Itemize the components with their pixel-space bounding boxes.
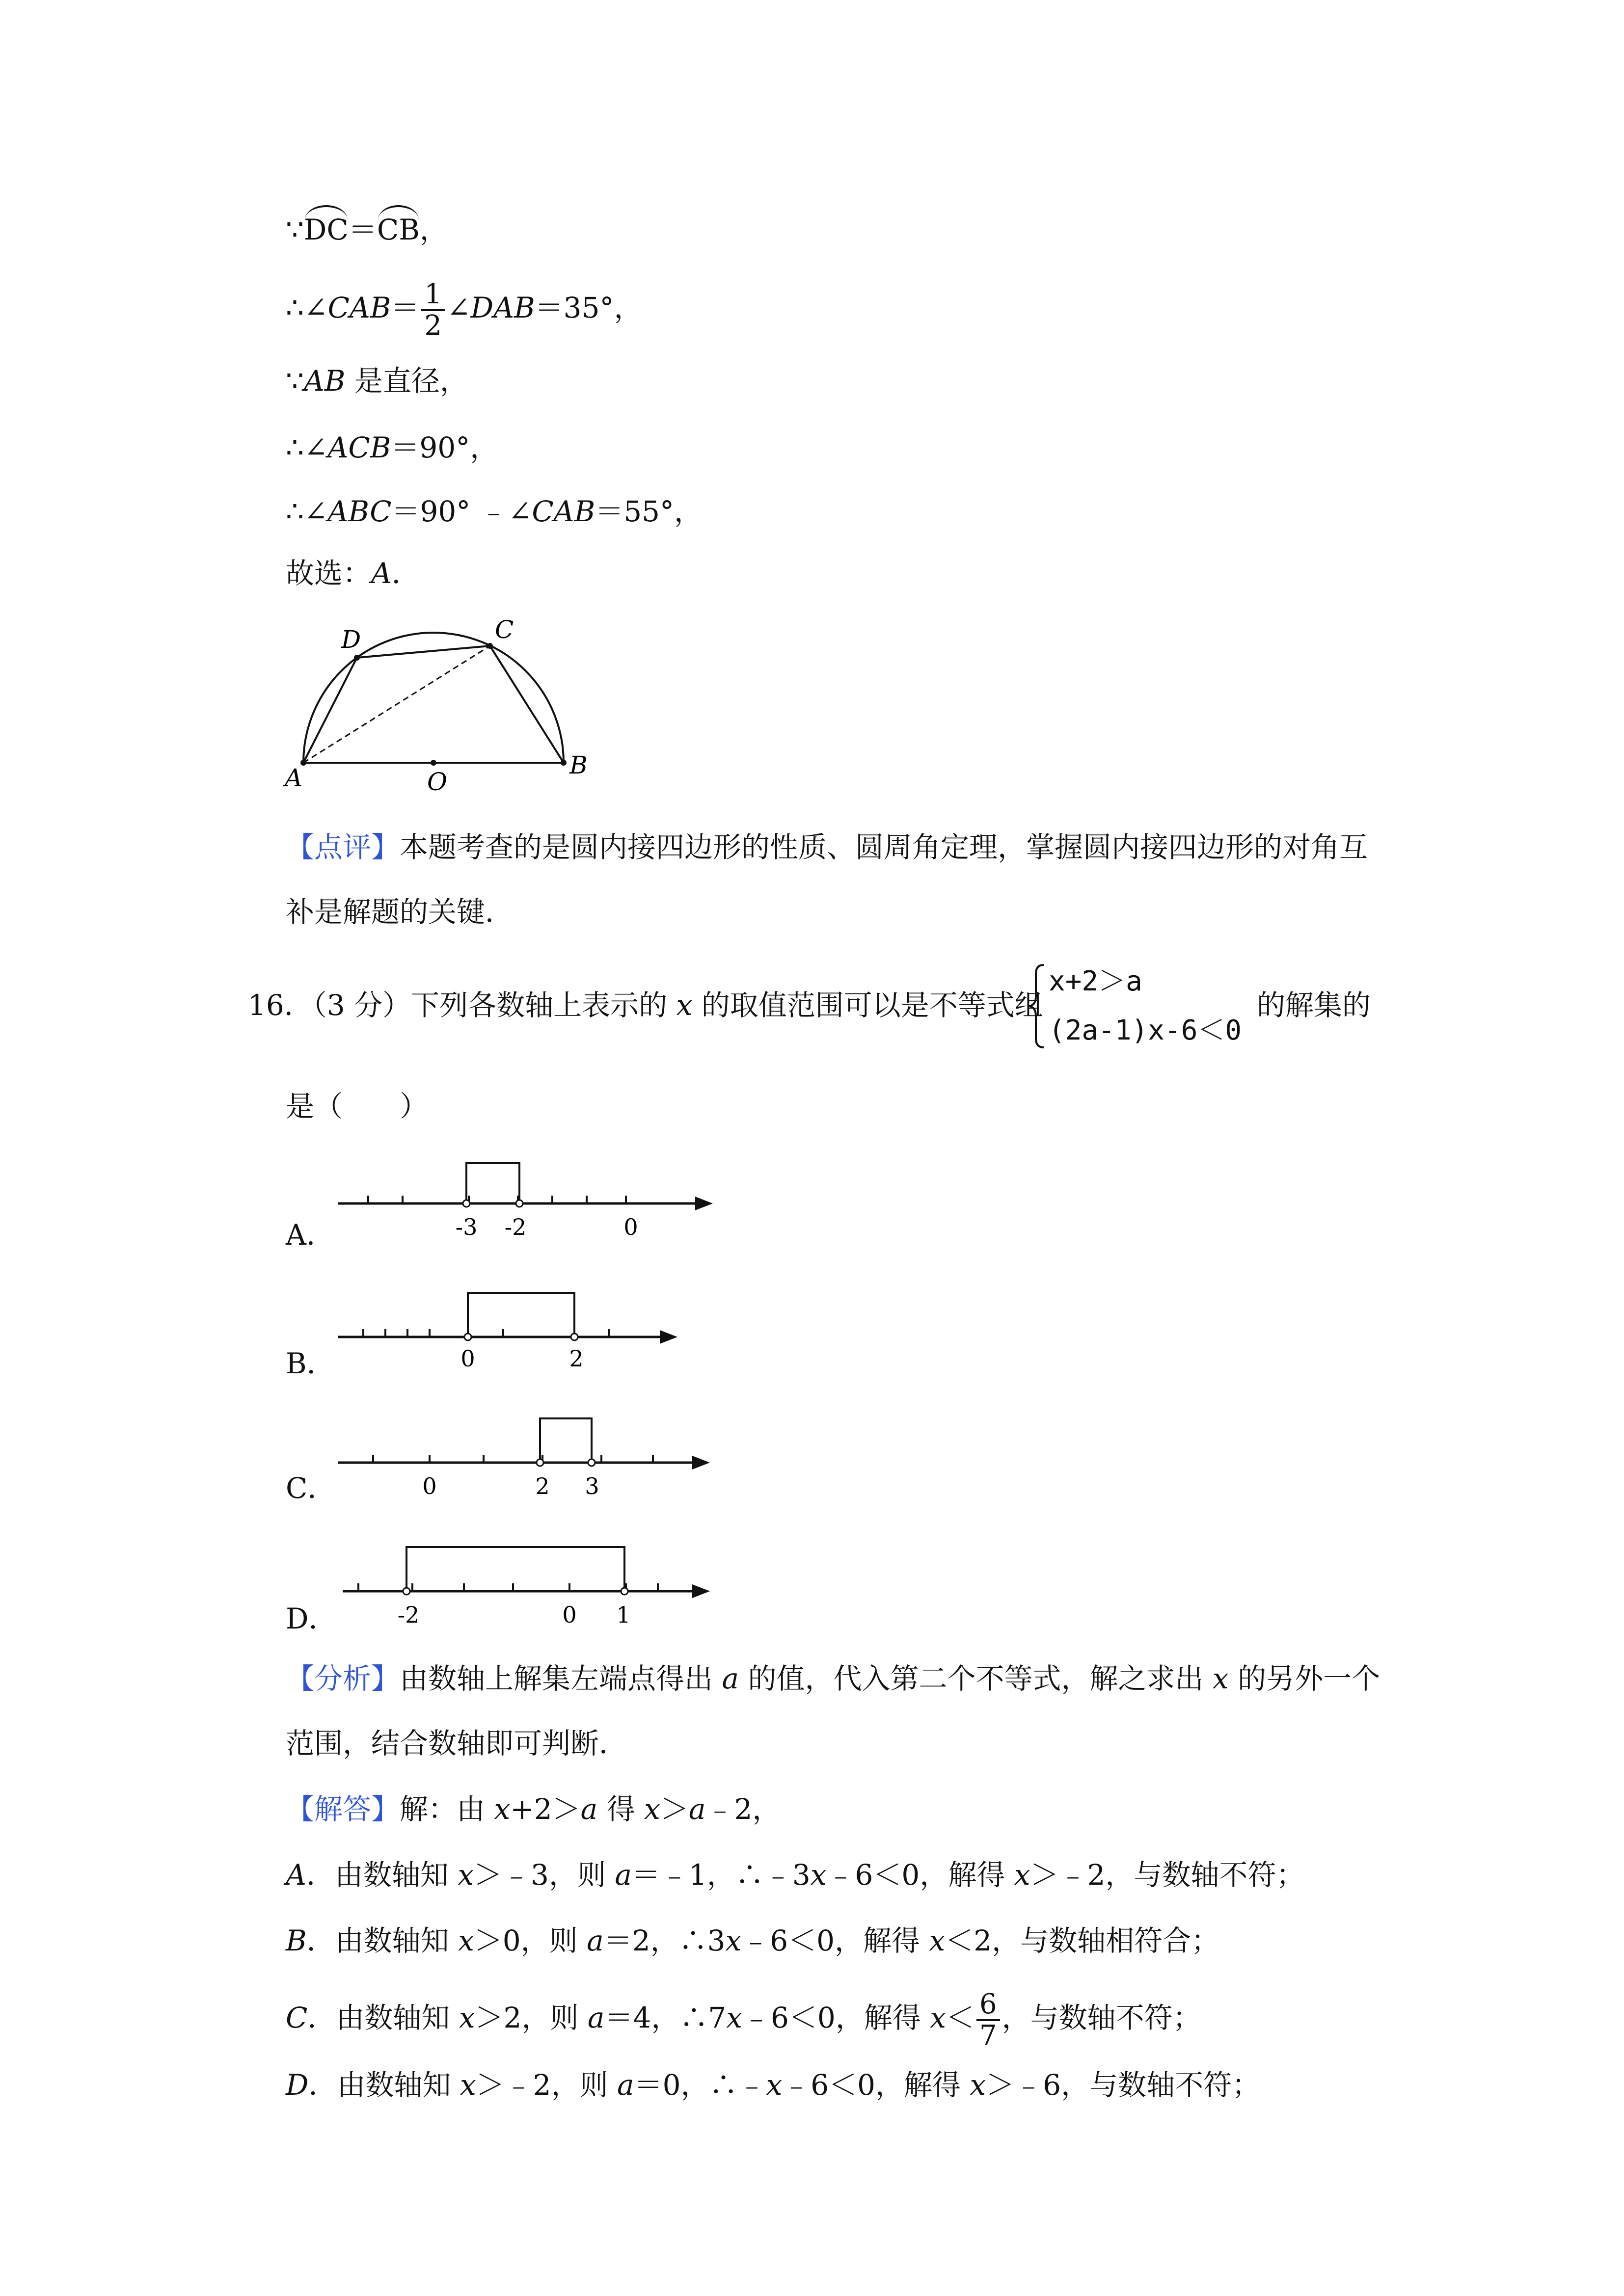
text: ＞0，则 xyxy=(474,1924,587,1957)
denominator: 7 xyxy=(979,2020,997,2052)
text: ＝ xyxy=(348,213,377,246)
variable: x xyxy=(970,2068,986,2102)
text: ＝ xyxy=(391,291,420,325)
text: ．由数轴知 xyxy=(306,1924,459,1957)
comment-line-2 xyxy=(286,894,514,930)
variable: x xyxy=(459,2001,475,2035)
tick-label: 0 xyxy=(422,1473,437,1499)
proof-line-4 xyxy=(286,430,498,465)
variable: a xyxy=(617,2068,634,2102)
variable: a xyxy=(580,1792,598,1826)
text: ﹣6＜0，解得 xyxy=(741,1924,929,1957)
fraction-half xyxy=(421,280,445,341)
tick-label: -3 xyxy=(455,1214,478,1240)
text: ， xyxy=(419,213,448,246)
label-d: D xyxy=(341,625,361,654)
text: ﹣2， xyxy=(705,1792,781,1826)
text: ＞﹣2，与数轴不符； xyxy=(1030,1858,1305,1892)
text: ﹣6＜0，解得 xyxy=(826,1858,1014,1892)
fraction-six-sevenths xyxy=(976,1990,1000,2051)
system-eq-1: x+2＞a xyxy=(1049,965,1142,997)
text: ∴∠ xyxy=(286,495,328,528)
text: 解：由 xyxy=(400,1792,494,1826)
text: 得 xyxy=(597,1792,645,1826)
variable: x xyxy=(494,1792,511,1826)
label-c: C xyxy=(495,615,514,644)
number-line-a xyxy=(334,1148,717,1247)
variable: x xyxy=(726,2001,743,2035)
angle-name: CAB xyxy=(327,291,391,325)
text: ＞﹣6，与数轴不符； xyxy=(986,2068,1261,2102)
tick-label: 2 xyxy=(535,1473,550,1499)
tick-label: 3 xyxy=(585,1473,599,1499)
numerator: 6 xyxy=(976,1990,1000,2021)
point-o xyxy=(431,760,436,766)
tick-label: -2 xyxy=(504,1214,527,1240)
point-c xyxy=(487,643,493,649)
variable: x xyxy=(766,2068,783,2102)
angle-name: ABC xyxy=(327,495,392,528)
number-line-c xyxy=(334,1404,717,1502)
variable: x xyxy=(458,1924,474,1957)
variable: x xyxy=(930,2001,946,2035)
variable: x xyxy=(1014,1858,1030,1892)
text: ∴∠ xyxy=(286,291,328,325)
point-d xyxy=(354,655,360,661)
text: ＝4，∴7 xyxy=(604,2001,727,2035)
tick-label: 1 xyxy=(616,1602,631,1628)
variable: a xyxy=(615,1858,632,1892)
text: ＞2，则 xyxy=(475,2001,588,2035)
question-16-line-2: 是（ ） xyxy=(286,1090,429,1123)
numerator: 1 xyxy=(421,280,445,311)
question-text: 16．（3 分）下列各数轴上表示的 xyxy=(248,988,677,1022)
text: ＝0，∴﹣ xyxy=(634,2068,766,2102)
text: ∵ xyxy=(286,364,304,398)
text: +2＞ xyxy=(510,1792,581,1826)
tick-label: 2 xyxy=(569,1345,584,1372)
answer-choice: A xyxy=(371,557,392,590)
text: ＝55°， xyxy=(595,495,703,528)
comment-line-1 xyxy=(286,829,1368,865)
point-b xyxy=(561,760,567,766)
text: ＝90°， xyxy=(391,431,499,464)
option-letter: A xyxy=(286,1858,306,1892)
text: ＝90° ﹣∠ xyxy=(391,495,532,528)
label-o: O xyxy=(427,768,447,796)
variable: x xyxy=(725,1924,742,1957)
tick-label: 0 xyxy=(623,1214,638,1240)
proof-line-6 xyxy=(286,556,420,591)
text: ．由数轴知 xyxy=(306,1858,458,1892)
text: ． xyxy=(391,557,420,590)
number-line-b xyxy=(334,1276,687,1374)
variable: a xyxy=(722,1662,739,1695)
system-eq-2: (2a-1)x-6＜0 xyxy=(1049,1015,1242,1046)
text: ＜2，与数轴相符合； xyxy=(945,1924,1220,1957)
variable: a xyxy=(688,1792,706,1826)
solution-b xyxy=(286,1923,1219,1958)
analysis-line-2: 范围，结合数轴即可判断． xyxy=(286,1727,628,1760)
text: ﹣6＜0，解得 xyxy=(782,2068,970,2102)
text: ＝35°， xyxy=(535,291,643,325)
text: ＝2，∴3 xyxy=(603,1924,726,1957)
text: ∵ xyxy=(286,213,304,246)
question-16-line-1 xyxy=(248,988,1043,1023)
text: ∴∠ xyxy=(286,431,328,464)
angle-name: DAB xyxy=(470,291,535,325)
denominator: 2 xyxy=(424,310,442,342)
variable: x xyxy=(1212,1662,1229,1695)
solution-d xyxy=(286,2067,1260,2103)
variable: x xyxy=(644,1792,660,1826)
text: ＜ xyxy=(946,2001,974,2035)
option-c-label: C． xyxy=(286,1471,336,1505)
option-letter: B xyxy=(286,1924,307,1957)
variable: x xyxy=(929,1924,946,1957)
question-16-tail: 的解集的 xyxy=(1257,988,1371,1022)
text: ＞ xyxy=(660,1792,689,1826)
variable: x xyxy=(810,1858,827,1892)
comment-tag: 【点评】 xyxy=(286,830,400,864)
variable: x xyxy=(458,1858,474,1892)
text: ．由数轴知 xyxy=(307,2001,459,2035)
option-letter: C xyxy=(286,2001,308,2035)
system-brace xyxy=(1027,962,1047,1050)
variable: x xyxy=(676,988,693,1022)
text: 的另外一个 xyxy=(1228,1662,1380,1695)
question-text: 的取值范围可以是不等式组 xyxy=(692,988,1043,1022)
proof-line-5 xyxy=(286,494,703,529)
text: ，与数轴不符； xyxy=(1001,2001,1201,2035)
answer-tag: 【解答】 xyxy=(286,1792,400,1826)
segment-name: AB xyxy=(303,364,346,398)
analysis-tag: 【分析】 xyxy=(286,1662,400,1695)
text: ＞﹣2，则 xyxy=(476,2068,618,2102)
variable: a xyxy=(587,1924,604,1957)
text: 故选： xyxy=(286,557,372,590)
text: ＝﹣1，∴﹣3 xyxy=(631,1858,811,1892)
label-a: A xyxy=(285,764,303,792)
variable: x xyxy=(460,2068,476,2102)
tick-label: 0 xyxy=(562,1602,577,1628)
arc-cb: CB xyxy=(377,213,420,246)
variable: a xyxy=(587,2001,605,2035)
text: 由数轴上解集左端点得出 xyxy=(400,1662,722,1695)
proof-line-1 xyxy=(286,212,448,247)
text: 补是解题的关键． xyxy=(286,895,514,929)
angle-name: CAB xyxy=(532,495,595,528)
number-line-d xyxy=(334,1531,717,1629)
text: ∠ xyxy=(447,291,471,325)
proof-line-2 xyxy=(286,280,642,341)
text: ﹣6＜0，解得 xyxy=(742,2001,930,2035)
circle-quadrilateral-figure xyxy=(275,614,609,805)
answer-line xyxy=(286,1791,781,1827)
text: 的值，代入第二个不等式，解之求出 xyxy=(739,1662,1213,1695)
analysis-line-1 xyxy=(286,1661,1380,1696)
tick-label: 0 xyxy=(460,1345,475,1372)
text: 本题考查的是圆内接四边形的性质、圆周角定理，掌握圆内接四边形的对角互 xyxy=(400,830,1368,864)
dashed-ac xyxy=(303,646,490,763)
solution-a xyxy=(286,1857,1304,1893)
option-d-label: D． xyxy=(286,1602,337,1635)
text: 是直径， xyxy=(345,364,468,398)
arc-dc: DC xyxy=(303,213,349,246)
option-a-label: A． xyxy=(286,1218,335,1252)
tick-label: -2 xyxy=(397,1602,420,1628)
option-letter: D xyxy=(286,2068,309,2102)
solution-c xyxy=(286,1990,1201,2051)
proof-line-3 xyxy=(286,363,468,399)
option-b-label: B． xyxy=(286,1347,335,1380)
label-b: B xyxy=(569,751,588,779)
chords-adcb xyxy=(303,646,564,763)
text: ．由数轴知 xyxy=(308,2068,460,2102)
text: ＞﹣3，则 xyxy=(474,1858,615,1892)
angle-name: ACB xyxy=(327,431,391,464)
